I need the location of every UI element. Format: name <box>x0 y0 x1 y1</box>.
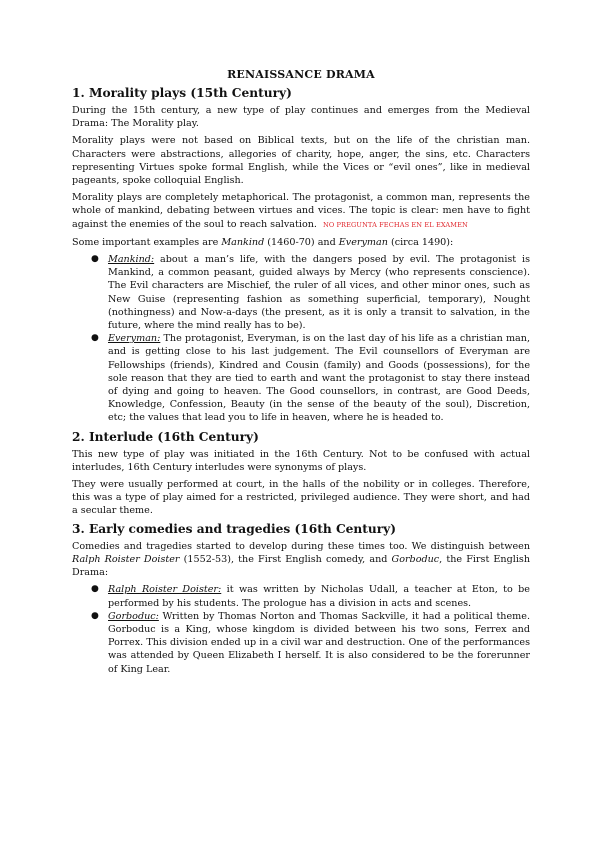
item-text: about a man’s life, with the dangers posed by evil. The protagonist is Mankind, a common peasant, guided always by Mercy (who represents conscience). The Evil characters are Mischief, the ruler of all vices, and other minor ones, such as New Guise (representing fashion as something superficial, temporary), Nought (nothingness) and Now-a-days (the present, as it is only a transit to salvation, in the future, where the mind really has to be). <box>108 254 530 332</box>
item-text: The protagonist, Everyman, is on the last day of his life as a christian man, and is getting close to his last judgement. The Evil counsellors of Everyman are Fellowships (friends), Kindred and Cousin (family) and Goods (possessions), for the sole reason that they are tied to earth and want the protagonist to stay there instead of dying and going to heaven. The Good counsellors, in contrast, are Good Deeds, Knowledge, Confession, Beauty (in the sense of the beauty of the soul), Discretion, etc; the values that lead you to life in heaven, where he is headed to. <box>108 333 530 424</box>
section-heading: 3. Early comedies and tragedies (16th Century) <box>72 521 397 536</box>
item-text: it was written by Nicholas Udall, a teacher at Eton, to be performed by his students. The prologue has a division in acts and scenes. <box>108 584 530 609</box>
list-item <box>91 332 530 424</box>
examples-list <box>72 253 530 425</box>
section-heading: 2. Interlude (16th Century) <box>72 429 259 444</box>
italic-title: Mankind <box>221 236 265 248</box>
paragraph <box>72 540 530 580</box>
paragraph <box>72 236 530 249</box>
italic-title: Ralph Roister Doister <box>72 553 180 565</box>
paragraph-text: Morality plays are completely metaphorical. The protagonist, a common man, represents the whole of mankind, debating between virtues and vices. The topic is clear: men have to fight against the enemies of the soul to reach salvation. <box>72 192 530 230</box>
document-page <box>72 68 530 681</box>
text-run: (1552-53), the First English comedy, and <box>179 553 392 565</box>
item-label: Gorboduc: <box>108 610 159 622</box>
exam-note: NO PREGUNTA FECHAS EN EL EXAMEN <box>322 220 468 229</box>
examples-list <box>72 583 530 675</box>
list-item <box>91 583 530 609</box>
bullet-icon: ● <box>91 584 99 595</box>
item-label: Mankind: <box>108 254 155 266</box>
paragraph: They were usually performed at court, in the halls of the nobility or in colleges. Therefore, this was a type of play aimed for a restricted, privileged audience. They were short, and had a secular theme. <box>72 479 530 517</box>
text-run: Some important examples are <box>72 236 222 248</box>
italic-title: Everyman <box>338 236 388 248</box>
document-title: RENAISSANCE DRAMA <box>227 68 375 81</box>
section-early-comedies <box>72 522 530 676</box>
item-label: Everyman: <box>108 333 161 345</box>
bullet-icon: ● <box>91 610 99 621</box>
section-interlude <box>72 430 530 518</box>
text-run: (circa 1490): <box>387 236 454 248</box>
italic-title: Gorboduc <box>391 553 440 565</box>
paragraph <box>72 191 530 232</box>
list-item <box>91 610 530 676</box>
section-morality-plays <box>72 86 530 425</box>
section-heading: 1. Morality plays (15th Century) <box>72 86 292 100</box>
text-run: Comedies and tragedies started to develop during these times too. We distinguish between <box>72 540 530 552</box>
item-label: Ralph Roister Doister: <box>108 584 222 596</box>
item-text: Written by Thomas Norton and Thomas Sackville, it had a political theme. Gorboduc is a King, whose kingdom is divided between his two sons, Ferrex and Porrex. This division ended up in a civil war and destruction. One of the performances was attended by Queen Elizabeth I herself. It is also considered to be the forerunner of King Lear. <box>108 610 530 675</box>
bullet-icon: ● <box>91 333 99 344</box>
paragraph: During the 15th century, a new type of play continues and emerges from the Medieval Drama: The Morality play. <box>72 105 530 130</box>
text-run: (1460-70) and <box>264 236 339 248</box>
bullet-icon: ● <box>91 254 99 265</box>
list-item <box>91 253 530 332</box>
text-run: , the First English Drama: <box>72 553 530 579</box>
paragraph: This new type of play was initiated in the 16th Century. Not to be confused with actual interludes, 16th Century interludes were synonyms of plays. <box>72 448 530 473</box>
paragraph: Morality plays were not based on Biblical texts, but on the life of the christian man. Characters were abstractions, allegories of charity, hope, anger, the sins, etc. Characters representing Virtues spoke formal English, while the Vices or “evil ones”, like in medieval pageants, spoke colloquial English. <box>72 135 530 187</box>
